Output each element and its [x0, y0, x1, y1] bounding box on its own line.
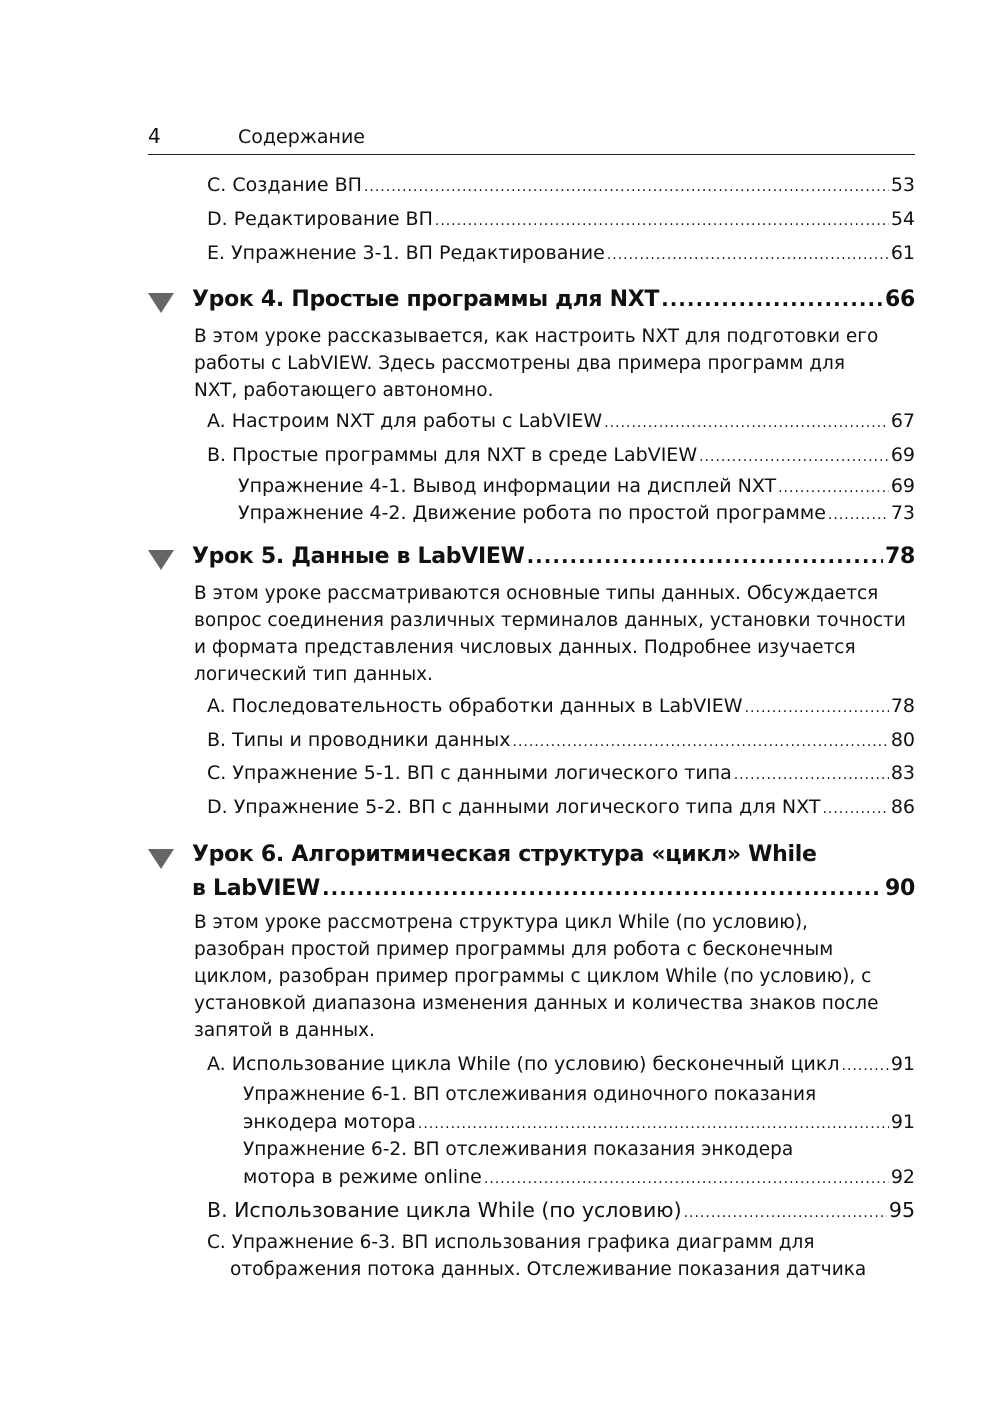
toc-entry[interactable]: D. Упражнение 5-2. ВП с данными логического типа для NXT ..... 86	[207, 796, 915, 818]
toc-subentry[interactable]: Упражнение 4-1. Вывод информации на дисплей NXT ..... 69	[238, 475, 915, 497]
lesson-title: Урок 5. Данные в LabVIEW	[192, 544, 525, 569]
lesson-title: Урок 4. Простые программы для NXT	[192, 287, 660, 312]
triangle-bullet-icon	[148, 849, 174, 869]
toc-subentry-line1[interactable]: Упражнение 6-1. ВП отслеживания одиночного показания	[243, 1084, 817, 1105]
lesson-page: 66	[884, 287, 915, 312]
lesson-5-heading[interactable]	[148, 544, 915, 569]
lesson-6-title-line1[interactable]: Урок 6. Алгоритмическая структура «цикл» While	[192, 842, 817, 867]
lesson-4-description: В этом уроке рассказывается, как настроить NXT для подготовки его работы с LabVIEW. Здесь рассмотрены два примера программ для NXT, работающего автономно.	[194, 326, 879, 401]
toc-entry[interactable]	[207, 208, 915, 230]
toc-entry-page: 54	[890, 208, 915, 230]
toc-subentry-line1[interactable]: Упражнение 6-2. ВП отслеживания показания энкодера	[243, 1139, 794, 1160]
toc-entry-page: 61	[890, 242, 915, 264]
toc-entry[interactable]	[207, 174, 915, 196]
toc-entry[interactable]: B. Использование цикла While (по условию) ..... 95	[207, 1198, 915, 1222]
lesson-page: 90	[884, 876, 915, 901]
toc-entry-title: E. Упражнение 3-1. ВП Редактирование	[207, 242, 605, 264]
toc-entry[interactable]: C. Упражнение 5-1. ВП с данными логического типа ..... 83	[207, 762, 915, 784]
toc-entry-page: 53	[890, 174, 915, 196]
toc-entry[interactable]: B. Простые программы для NXT в среде LabVIEW ..... 69	[207, 444, 915, 466]
toc-entry-line2[interactable]: отображения потока данных. Отслеживание показания датчика	[230, 1259, 867, 1280]
toc-entry-title: D. Редактирование ВП	[207, 208, 433, 230]
toc-subentry[interactable]: Упражнение 4-2. Движение робота по простой программе ..... 73	[238, 502, 915, 524]
lesson-5-description: В этом уроке рассматриваются основные типы данных. Обсуждается вопрос соединения различных терминалов данных, установки точности и формата представления числовых данных. Подробнее изучается логический тип данных.	[194, 583, 906, 685]
running-title: Содержание	[238, 126, 365, 148]
triangle-bullet-icon	[148, 293, 174, 313]
lesson-title: в LabVIEW	[192, 876, 321, 901]
lesson-6-heading[interactable]	[192, 876, 915, 901]
toc-entry-title: C. Создание ВП	[207, 174, 362, 196]
page-number: 4	[148, 124, 161, 148]
toc-subentry[interactable]: энкодера мотора ..... 91	[243, 1111, 915, 1133]
toc-entry[interactable]: B. Типы и проводники данных ..... 80	[207, 729, 915, 751]
toc-subentry[interactable]: мотора в режиме online ..... 92	[243, 1166, 915, 1188]
lesson-6-description: В этом уроке рассмотрена структура цикл While (по условию), разобран простой пример программы для робота с бесконечным циклом, разобран пример программы с циклом While (по условию), с установкой диапазона изменения данных и количества знаков после запятой в данных.	[194, 912, 879, 1041]
toc-entry[interactable]: A. Использование цикла While (по условию) бесконечный цикл ..... 91	[207, 1053, 915, 1075]
triangle-bullet-icon	[148, 550, 174, 570]
lesson-4-heading[interactable]	[148, 287, 915, 312]
toc-entry-line1[interactable]: C. Упражнение 6-3. ВП использования графика диаграмм для	[207, 1232, 815, 1253]
toc-entry[interactable]	[207, 242, 915, 264]
running-header	[148, 122, 915, 155]
lesson-page: 78	[884, 544, 915, 569]
toc-entry[interactable]: A. Последовательность обработки данных в LabVIEW ..... 78	[207, 695, 915, 717]
toc-entry[interactable]: A. Настроим NXT для работы с LabVIEW ..... 67	[207, 410, 915, 432]
